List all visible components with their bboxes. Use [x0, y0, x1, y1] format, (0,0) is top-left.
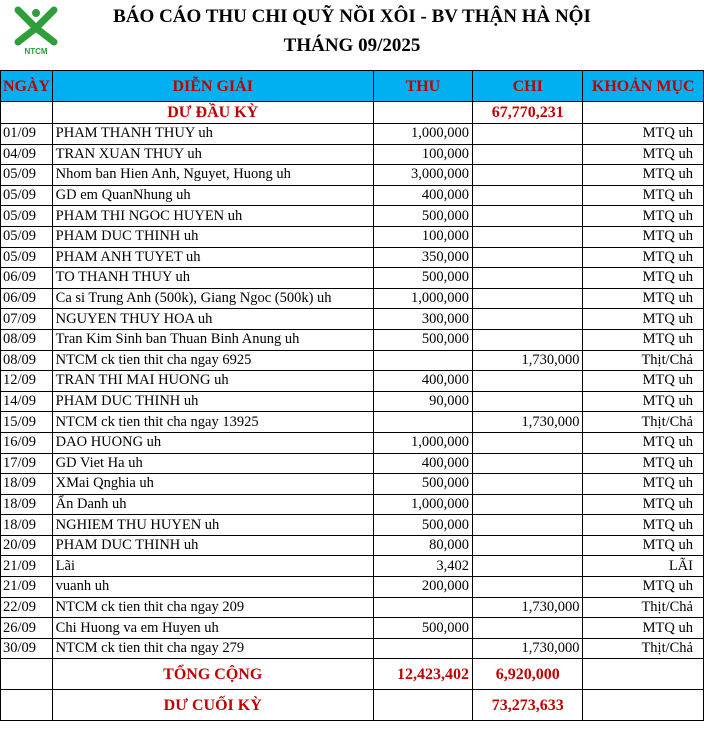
row-thu: [373, 412, 472, 433]
row-thu: [373, 638, 472, 659]
report-month: THÁNG 09/2025: [283, 35, 421, 56]
row-description: PHAM DUC THINH uh: [52, 391, 373, 412]
row-chi: [473, 391, 583, 412]
row-description: NGUYEN THUY HOA uh: [52, 309, 373, 330]
row-description: PHAM DUC THINH uh: [52, 535, 373, 556]
row-description: Ca si Trung Anh (500k), Giang Ngoc (500k) uh: [52, 288, 373, 309]
row-thu: 100,000: [373, 226, 472, 247]
row-chi: [473, 556, 583, 577]
row-description: XMai Qnghia uh: [52, 474, 373, 495]
row-description: TRAN XUAN THUY uh: [52, 144, 373, 165]
row-description: NTCM ck tien thit cha ngay 279: [52, 638, 373, 659]
row-thu: 1,000,000: [373, 432, 472, 453]
row-chi: [473, 494, 583, 515]
row-category: MTQ uh: [583, 432, 704, 453]
cashflow-table: [0, 70, 704, 721]
row-description: PHAM ANH TUYET uh: [52, 247, 373, 268]
table-row: [1, 185, 704, 206]
closing-label: DƯ CUỐI KỲ: [52, 690, 373, 721]
row-category: MTQ uh: [583, 577, 704, 598]
table-row: [1, 309, 704, 330]
row-date: 18/09: [1, 494, 53, 515]
total-chi: 6,920,000: [473, 659, 583, 690]
row-category: MTQ uh: [583, 268, 704, 289]
table-row: [1, 577, 704, 598]
row-description: Nhom ban Hien Anh, Nguyet, Huong uh: [52, 165, 373, 186]
row-date: 12/09: [1, 371, 53, 392]
row-description: Tran Kim Sinh ban Thuan Binh Anung uh: [52, 329, 373, 350]
total-row: [1, 659, 704, 690]
table-row: [1, 144, 704, 165]
row-chi: [473, 247, 583, 268]
table-row: [1, 124, 704, 145]
row-date: 06/09: [1, 288, 53, 309]
row-date: 30/09: [1, 638, 53, 659]
row-category: MTQ uh: [583, 226, 704, 247]
table-row: [1, 329, 704, 350]
row-date: 08/09: [1, 350, 53, 371]
row-date: 05/09: [1, 206, 53, 227]
row-category: MTQ uh: [583, 144, 704, 165]
row-date: 05/09: [1, 226, 53, 247]
table-row: [1, 247, 704, 268]
row-date: 22/09: [1, 597, 53, 618]
row-chi: [473, 288, 583, 309]
table-row: [1, 288, 704, 309]
table-row: [1, 268, 704, 289]
row-date: 15/09: [1, 412, 53, 433]
row-category: MTQ uh: [583, 288, 704, 309]
opening-value: 67,770,231: [473, 102, 583, 124]
table-row: [1, 412, 704, 433]
row-category: Thịt/Chả: [583, 597, 704, 618]
row-date: 26/09: [1, 618, 53, 639]
row-chi: [473, 618, 583, 639]
table-row: [1, 618, 704, 639]
row-thu: 500,000: [373, 329, 472, 350]
row-date: 14/09: [1, 391, 53, 412]
row-thu: 350,000: [373, 247, 472, 268]
row-date: 20/09: [1, 535, 53, 556]
row-date: 18/09: [1, 515, 53, 536]
row-category: MTQ uh: [583, 535, 704, 556]
row-description: Chi Huong va em Huyen uh: [52, 618, 373, 639]
row-thu: 500,000: [373, 618, 472, 639]
table-header-row: [1, 71, 704, 102]
row-category: MTQ uh: [583, 371, 704, 392]
row-description: TRAN THI MAI HUONG uh: [52, 371, 373, 392]
col-header-date: NGÀY: [1, 71, 53, 102]
row-category: MTQ uh: [583, 494, 704, 515]
row-description: GD Viet Ha uh: [52, 453, 373, 474]
table-row: [1, 432, 704, 453]
row-thu: 400,000: [373, 185, 472, 206]
total-thu: 12,423,402: [373, 659, 472, 690]
row-thu: 500,000: [373, 268, 472, 289]
row-description: NTCM ck tien thit cha ngay 13925: [52, 412, 373, 433]
row-chi: [473, 453, 583, 474]
row-category: Thịt/Chả: [583, 638, 704, 659]
row-chi: [473, 432, 583, 453]
row-category: MTQ uh: [583, 515, 704, 536]
row-description: TO THANH THUY uh: [52, 268, 373, 289]
row-category: MTQ uh: [583, 165, 704, 186]
row-thu: 400,000: [373, 453, 472, 474]
row-date: 16/09: [1, 432, 53, 453]
opening-balance-row: [1, 102, 704, 124]
row-chi: [473, 185, 583, 206]
row-chi: [473, 268, 583, 289]
table-row: [1, 638, 704, 659]
total-label: TỔNG CỘNG: [52, 659, 373, 690]
row-chi: [473, 124, 583, 145]
row-thu: 500,000: [373, 474, 472, 495]
row-date: 07/09: [1, 309, 53, 330]
row-category: MTQ uh: [583, 618, 704, 639]
row-date: 21/09: [1, 577, 53, 598]
svg-text:NTCM: NTCM: [24, 47, 48, 56]
row-category: MTQ uh: [583, 124, 704, 145]
col-header-desc: DIỄN GIẢI: [52, 71, 373, 102]
row-thu: 100,000: [373, 144, 472, 165]
row-chi: [473, 474, 583, 495]
row-category: MTQ uh: [583, 329, 704, 350]
row-description: NTCM ck tien thit cha ngay 6925: [52, 350, 373, 371]
row-date: 01/09: [1, 124, 53, 145]
row-chi: [473, 144, 583, 165]
row-category: LÃI: [583, 556, 704, 577]
row-description: DAO HUONG uh: [52, 432, 373, 453]
row-thu: 1,000,000: [373, 288, 472, 309]
row-category: Thịt/Chả: [583, 412, 704, 433]
row-date: 04/09: [1, 144, 53, 165]
row-chi: [473, 165, 583, 186]
row-chi: 1,730,000: [473, 638, 583, 659]
row-date: 18/09: [1, 474, 53, 495]
row-date: 05/09: [1, 165, 53, 186]
table-row: [1, 494, 704, 515]
table-row: [1, 206, 704, 227]
closing-balance-row: [1, 690, 704, 721]
row-description: PHAM THI NGOC HUYEN uh: [52, 206, 373, 227]
row-date: 05/09: [1, 185, 53, 206]
table-row: [1, 453, 704, 474]
table-row: [1, 165, 704, 186]
row-description: vuanh uh: [52, 577, 373, 598]
row-category: MTQ uh: [583, 247, 704, 268]
row-thu: 3,000,000: [373, 165, 472, 186]
row-date: 05/09: [1, 247, 53, 268]
row-chi: [473, 535, 583, 556]
opening-label: DƯ ĐẦU KỲ: [52, 102, 373, 124]
row-chi: [473, 206, 583, 227]
table-row: [1, 226, 704, 247]
col-header-cat: KHOẢN MỤC: [583, 71, 704, 102]
table-row: [1, 371, 704, 392]
row-thu: 500,000: [373, 206, 472, 227]
row-description: GD em QuanNhung uh: [52, 185, 373, 206]
row-category: MTQ uh: [583, 185, 704, 206]
row-category: MTQ uh: [583, 453, 704, 474]
row-description: Ẩn Danh uh: [52, 494, 373, 515]
row-chi: [473, 371, 583, 392]
row-thu: 3,402: [373, 556, 472, 577]
row-chi: 1,730,000: [473, 412, 583, 433]
table-row: [1, 556, 704, 577]
row-thu: [373, 597, 472, 618]
row-chi: [473, 577, 583, 598]
report-title: BÁO CÁO THU CHI QUỸ NỒI XÔI - BV THẬN HÀ NỘI: [113, 6, 591, 27]
table-row: [1, 597, 704, 618]
row-chi: [473, 309, 583, 330]
col-header-thu: THU: [373, 71, 472, 102]
row-thu: 200,000: [373, 577, 472, 598]
row-date: 08/09: [1, 329, 53, 350]
row-description: PHAM DUC THINH uh: [52, 226, 373, 247]
row-description: PHAM THANH THUY uh: [52, 124, 373, 145]
table-row: [1, 391, 704, 412]
row-chi: [473, 329, 583, 350]
table-row: [1, 350, 704, 371]
row-thu: 90,000: [373, 391, 472, 412]
row-category: Thịt/Chả: [583, 350, 704, 371]
row-thu: 1,000,000: [373, 494, 472, 515]
row-date: 21/09: [1, 556, 53, 577]
row-chi: [473, 226, 583, 247]
table-row: [1, 515, 704, 536]
row-date: 06/09: [1, 268, 53, 289]
col-header-chi: CHI: [473, 71, 583, 102]
table-row: [1, 535, 704, 556]
row-category: MTQ uh: [583, 474, 704, 495]
row-date: 17/09: [1, 453, 53, 474]
row-category: MTQ uh: [583, 391, 704, 412]
row-thu: 1,000,000: [373, 124, 472, 145]
row-description: NTCM ck tien thit cha ngay 209: [52, 597, 373, 618]
table-row: [1, 474, 704, 495]
row-description: Lãi: [52, 556, 373, 577]
row-category: MTQ uh: [583, 206, 704, 227]
row-thu: 300,000: [373, 309, 472, 330]
row-description: NGHIEM THU HUYEN uh: [52, 515, 373, 536]
row-thu: 500,000: [373, 515, 472, 536]
row-category: MTQ uh: [583, 309, 704, 330]
closing-value: 73,273,633: [473, 690, 583, 721]
row-chi: [473, 515, 583, 536]
report-header: [0, 0, 704, 70]
row-thu: 400,000: [373, 371, 472, 392]
row-chi: 1,730,000: [473, 350, 583, 371]
row-chi: 1,730,000: [473, 597, 583, 618]
row-thu: [373, 350, 472, 371]
row-thu: 80,000: [373, 535, 472, 556]
